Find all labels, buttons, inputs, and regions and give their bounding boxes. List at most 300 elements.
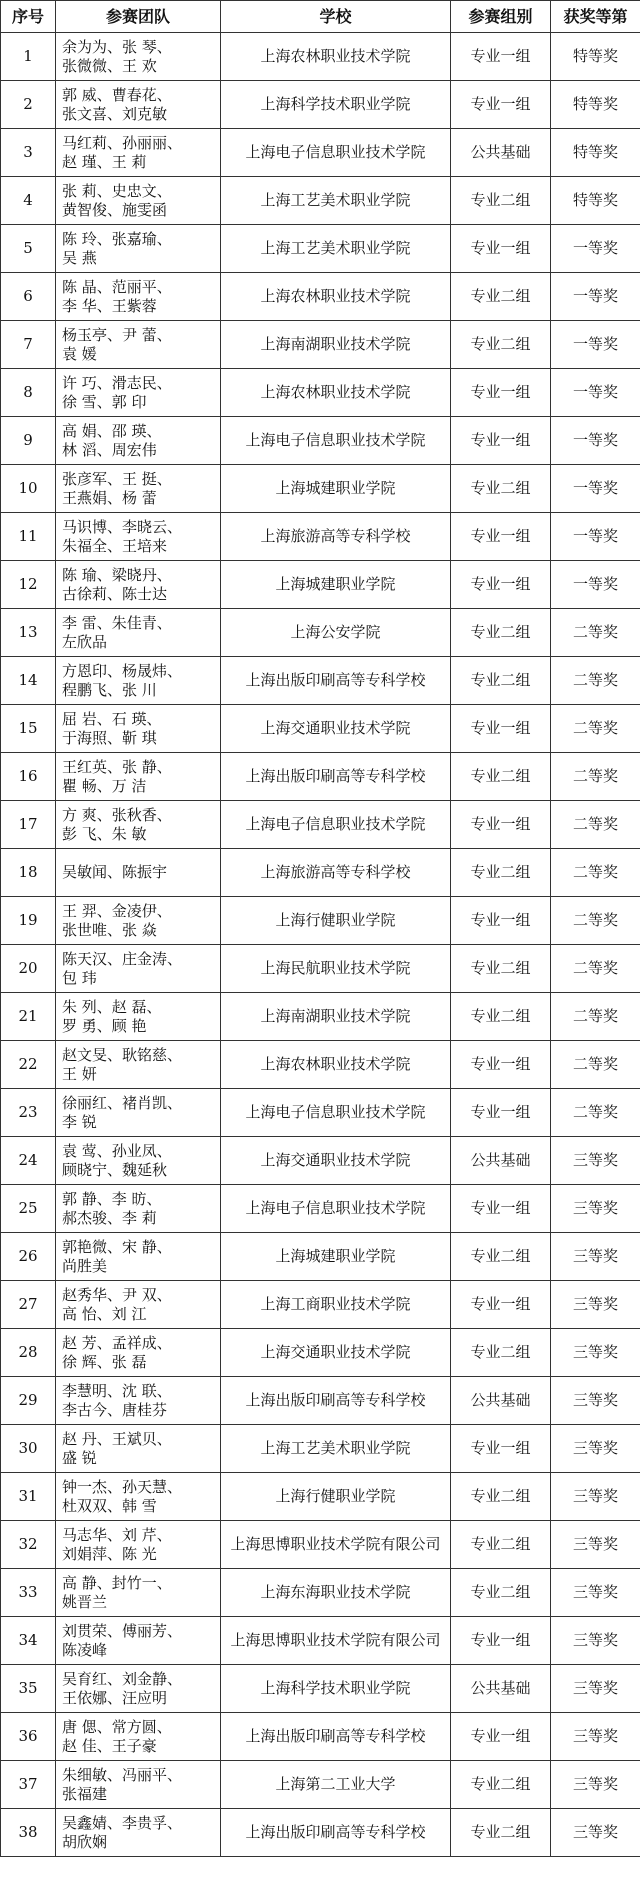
cell-team [56,1617,221,1665]
cell-award-level: 三等奖 [551,1809,640,1857]
cell-school: 上海交通职业技术学院 [221,1137,451,1185]
cell-school: 上海思博职业技术学院有限公司 [221,1617,451,1665]
table-row [1,753,640,801]
cell-team [56,1041,221,1089]
cell-award-level: 三等奖 [551,1377,640,1425]
table-row [1,1041,640,1089]
team-members-line: 吴育红、刘金静、 [62,1669,183,1688]
table-row [1,1089,640,1137]
team-members-line: 赵文旻、耿铭慈、 [62,1045,183,1064]
cell-team [56,1281,221,1329]
cell-group: 专业一组 [451,1713,551,1761]
cell-group: 专业一组 [451,33,551,81]
cell-team [56,129,221,177]
cell-group: 专业一组 [451,1425,551,1473]
table-row [1,513,640,561]
cell-group: 专业二组 [451,1521,551,1569]
cell-team [56,1137,221,1185]
cell-group: 专业二组 [451,465,551,513]
table-row [1,33,640,81]
cell-team [56,609,221,657]
team-members-line: 杜双双、韩 雪 [62,1496,157,1515]
cell-serial-number: 2 [1,81,56,129]
cell-award-level: 一等奖 [551,513,640,561]
cell-team [56,1233,221,1281]
cell-team [56,417,221,465]
table-row [1,1185,640,1233]
team-members-line: 马红莉、孙丽丽、 [62,133,183,152]
header-award-level: 获奖等第 [551,1,640,33]
team-members-line: 张文喜、刘克敏 [62,104,168,123]
cell-award-level: 三等奖 [551,1233,640,1281]
cell-school: 上海出版印刷高等专科学校 [221,753,451,801]
cell-group: 专业一组 [451,81,551,129]
table-row [1,177,640,225]
table-row [1,609,640,657]
team-members-line: 高 怡、刘 江 [62,1304,147,1323]
table-row [1,657,640,705]
team-members-line: 郭 静、李 昉、 [62,1189,162,1208]
cell-group: 专业一组 [451,561,551,609]
team-members-line: 吴敏闻、陈振宇 [62,863,168,881]
table-row [1,993,640,1041]
cell-serial-number: 30 [1,1425,56,1473]
cell-serial-number: 7 [1,321,56,369]
team-members-line: 方恩印、杨晟炜、 [62,661,183,680]
team-members-line: 郭 威、曹春花、 [62,85,172,104]
cell-serial-number: 1 [1,33,56,81]
cell-school: 上海行健职业学院 [221,897,451,945]
cell-team [56,897,221,945]
table-row [1,897,640,945]
cell-team [56,273,221,321]
table-row [1,1137,640,1185]
cell-school: 上海行健职业学院 [221,1473,451,1521]
header-group: 参赛组别 [451,1,551,33]
cell-award-level: 三等奖 [551,1521,640,1569]
cell-award-level: 二等奖 [551,849,640,897]
cell-school: 上海电子信息职业技术学院 [221,417,451,465]
cell-award-level: 二等奖 [551,1089,640,1137]
cell-team [56,1521,221,1569]
cell-team [56,1377,221,1425]
cell-team [56,465,221,513]
cell-serial-number: 26 [1,1233,56,1281]
team-members-line: 吴 燕 [62,248,97,267]
team-members-line: 刘娟萍、陈 光 [62,1544,157,1563]
cell-serial-number: 10 [1,465,56,513]
team-members-line: 袁 莺、孙业凤、 [62,1141,172,1160]
cell-award-level: 二等奖 [551,945,640,993]
team-members-line: 徐 雪、郭 印 [62,392,147,411]
team-members-line: 唐 偲、常方圆、 [62,1717,172,1736]
cell-serial-number: 3 [1,129,56,177]
cell-school: 上海工艺美术职业学院 [221,1425,451,1473]
cell-serial-number: 23 [1,1089,56,1137]
table-row [1,81,640,129]
cell-group: 专业二组 [451,945,551,993]
cell-team [56,993,221,1041]
team-members-line: 张福建 [62,1784,108,1803]
team-members-line: 胡欣娴 [62,1832,108,1851]
cell-school: 上海交通职业技术学院 [221,1329,451,1377]
team-members-line: 顾晓宁、魏延秋 [62,1160,168,1179]
cell-school: 上海思博职业技术学院有限公司 [221,1521,451,1569]
cell-award-level: 一等奖 [551,417,640,465]
cell-group: 专业一组 [451,801,551,849]
team-members-line: 赵 瑾、王 莉 [62,152,147,171]
team-members-line: 赵 佳、王子豪 [62,1736,157,1755]
team-members-line: 赵秀华、尹 双、 [62,1285,172,1304]
team-members-line: 李 锐 [62,1112,97,1131]
header-row [1,1,640,33]
header-team: 参赛团队 [56,1,221,33]
cell-serial-number: 5 [1,225,56,273]
cell-group: 专业二组 [451,1761,551,1809]
team-members-line: 钟一杰、孙天慧、 [62,1477,183,1496]
team-members-line: 屈 岩、石 瑛、 [62,709,162,728]
cell-school: 上海出版印刷高等专科学校 [221,1713,451,1761]
cell-group: 专业一组 [451,1041,551,1089]
cell-award-level: 三等奖 [551,1617,640,1665]
cell-award-level: 三等奖 [551,1329,640,1377]
team-members-line: 徐丽红、褚肖凯、 [62,1093,183,1112]
cell-group: 专业二组 [451,1569,551,1617]
table-row [1,705,640,753]
team-members-line: 袁 媛 [62,344,97,363]
cell-school: 上海南湖职业技术学院 [221,321,451,369]
team-members-line: 余为为、张 琴、 [62,37,172,56]
table-body [1,33,640,1857]
cell-school: 上海工商职业技术学院 [221,1281,451,1329]
team-members-line: 陈天汉、庄金涛、 [62,949,183,968]
cell-team [56,1761,221,1809]
cell-award-level: 三等奖 [551,1137,640,1185]
cell-serial-number: 17 [1,801,56,849]
team-members-line: 马志华、刘 芹、 [62,1525,172,1544]
cell-school: 上海科学技术职业学院 [221,81,451,129]
cell-award-level: 特等奖 [551,177,640,225]
cell-award-level: 二等奖 [551,993,640,1041]
cell-award-level: 一等奖 [551,561,640,609]
table-row [1,225,640,273]
cell-award-level: 三等奖 [551,1425,640,1473]
team-members-line: 王依娜、汪应明 [62,1688,168,1707]
cell-award-level: 三等奖 [551,1281,640,1329]
cell-group: 专业二组 [451,993,551,1041]
team-members-line: 杨玉亭、尹 蕾、 [62,325,172,344]
cell-school: 上海城建职业学院 [221,561,451,609]
team-members-line: 吴鑫婧、李贵孚、 [62,1813,183,1832]
table-row [1,561,640,609]
cell-team [56,1089,221,1137]
cell-school: 上海旅游高等专科学校 [221,513,451,561]
cell-team [56,945,221,993]
team-members-line: 罗 勇、顾 艳 [62,1016,147,1035]
cell-group: 专业一组 [451,513,551,561]
cell-serial-number: 25 [1,1185,56,1233]
cell-serial-number: 20 [1,945,56,993]
table-row [1,849,640,897]
team-members-line: 陈 瑜、梁晓丹、 [62,565,172,584]
cell-school: 上海农林职业技术学院 [221,33,451,81]
table-row [1,465,640,513]
cell-school: 上海电子信息职业技术学院 [221,1089,451,1137]
cell-team [56,81,221,129]
cell-school: 上海出版印刷高等专科学校 [221,657,451,705]
cell-group: 公共基础 [451,1377,551,1425]
cell-group: 专业二组 [451,1473,551,1521]
team-members-line: 郭艳微、宋 静、 [62,1237,172,1256]
cell-school: 上海电子信息职业技术学院 [221,129,451,177]
team-members-line: 王 羿、金凌伊、 [62,901,172,920]
cell-team [56,33,221,81]
cell-school: 上海第二工业大学 [221,1761,451,1809]
cell-serial-number: 19 [1,897,56,945]
cell-serial-number: 22 [1,1041,56,1089]
table-row [1,1473,640,1521]
cell-serial-number: 15 [1,705,56,753]
team-members-line: 林 滔、周宏伟 [62,440,157,459]
cell-group: 专业二组 [451,849,551,897]
cell-serial-number: 16 [1,753,56,801]
cell-award-level: 三等奖 [551,1665,640,1713]
team-members-line: 左欣品 [62,632,108,651]
team-members-line: 李 华、王紫蓉 [62,296,157,315]
table-row [1,1809,640,1857]
table-row [1,417,640,465]
cell-award-level: 一等奖 [551,321,640,369]
cell-award-level: 二等奖 [551,753,640,801]
cell-award-level: 一等奖 [551,225,640,273]
table-row [1,369,640,417]
cell-school: 上海城建职业学院 [221,465,451,513]
cell-group: 专业一组 [451,417,551,465]
table-row [1,945,640,993]
cell-team [56,561,221,609]
team-members-line: 黄智俊、施雯函 [62,200,168,219]
cell-school: 上海科学技术职业学院 [221,1665,451,1713]
cell-award-level: 一等奖 [551,465,640,513]
cell-school: 上海工艺美术职业学院 [221,177,451,225]
cell-team [56,705,221,753]
cell-school: 上海出版印刷高等专科学校 [221,1377,451,1425]
cell-serial-number: 13 [1,609,56,657]
cell-serial-number: 9 [1,417,56,465]
team-members-line: 王 妍 [62,1064,97,1083]
cell-school: 上海旅游高等专科学校 [221,849,451,897]
cell-award-level: 特等奖 [551,81,640,129]
cell-group: 专业二组 [451,753,551,801]
cell-award-level: 三等奖 [551,1185,640,1233]
cell-team [56,177,221,225]
team-members-line: 马识博、李晓云、 [62,517,183,536]
cell-team [56,1665,221,1713]
cell-team [56,1713,221,1761]
table-row [1,1521,640,1569]
team-members-line: 李慧明、沈 联、 [62,1381,172,1400]
team-members-line: 陈 玲、张嘉瑜、 [62,229,172,248]
team-members-line: 王红英、张 静、 [62,757,172,776]
cell-team [56,1185,221,1233]
table-row [1,1377,640,1425]
cell-group: 专业一组 [451,369,551,417]
cell-group: 专业一组 [451,897,551,945]
cell-team [56,1425,221,1473]
cell-team [56,657,221,705]
cell-serial-number: 36 [1,1713,56,1761]
cell-school: 上海出版印刷高等专科学校 [221,1809,451,1857]
cell-group: 专业一组 [451,1185,551,1233]
cell-serial-number: 34 [1,1617,56,1665]
cell-group: 专业二组 [451,1809,551,1857]
team-members-line: 高 娟、邵 瑛、 [62,421,162,440]
table-row [1,321,640,369]
cell-serial-number: 12 [1,561,56,609]
table-row [1,801,640,849]
cell-award-level: 特等奖 [551,33,640,81]
cell-team [56,1809,221,1857]
cell-award-level: 二等奖 [551,657,640,705]
team-members-line: 许 巧、滑志民、 [62,373,172,392]
cell-award-level: 二等奖 [551,609,640,657]
cell-school: 上海电子信息职业技术学院 [221,1185,451,1233]
cell-team [56,513,221,561]
cell-award-level: 一等奖 [551,369,640,417]
team-members-line: 朱 列、赵 磊、 [62,997,162,1016]
cell-team [56,321,221,369]
team-members-line: 张微微、王 欢 [62,56,157,75]
team-members-line: 包 玮 [62,968,97,987]
cell-group: 专业二组 [451,1329,551,1377]
cell-school: 上海农林职业技术学院 [221,273,451,321]
cell-group: 公共基础 [451,129,551,177]
team-members-line: 张 莉、史忠文、 [62,181,172,200]
cell-award-level: 三等奖 [551,1569,640,1617]
table-row [1,1281,640,1329]
cell-school: 上海交通职业技术学院 [221,705,451,753]
cell-award-level: 二等奖 [551,1041,640,1089]
cell-team [56,1329,221,1377]
team-members-line: 彭 飞、朱 敏 [62,824,147,843]
cell-award-level: 二等奖 [551,705,640,753]
team-members-line: 朱福全、王培来 [62,536,168,555]
cell-school: 上海城建职业学院 [221,1233,451,1281]
team-members-line: 赵 芳、孟祥成、 [62,1333,172,1352]
cell-school: 上海农林职业技术学院 [221,369,451,417]
cell-serial-number: 6 [1,273,56,321]
cell-group: 专业一组 [451,1281,551,1329]
team-members-line: 陈 晶、范丽平、 [62,277,172,296]
table-row [1,273,640,321]
team-members-line: 古徐莉、陈士达 [62,584,168,603]
table-row [1,1713,640,1761]
table-row [1,1569,640,1617]
team-members-line: 朱细敏、冯丽平、 [62,1765,183,1784]
team-members-line: 张世唯、张 焱 [62,920,157,939]
team-members-line: 郝杰骏、李 莉 [62,1208,157,1227]
team-members-line: 盛 锐 [62,1448,97,1467]
team-members-line: 姚晋兰 [62,1592,108,1611]
team-members-line: 于海照、靳 琪 [62,728,157,747]
cell-group: 专业二组 [451,273,551,321]
team-members-line: 程鹏飞、张 川 [62,680,157,699]
cell-award-level: 三等奖 [551,1761,640,1809]
table-row [1,1617,640,1665]
cell-serial-number: 8 [1,369,56,417]
cell-school: 上海电子信息职业技术学院 [221,801,451,849]
cell-serial-number: 21 [1,993,56,1041]
cell-team [56,849,221,897]
team-members-line: 李 雷、朱佳青、 [62,613,172,632]
cell-award-level: 特等奖 [551,129,640,177]
team-members-line: 赵 丹、王斌贝、 [62,1429,172,1448]
cell-group: 公共基础 [451,1665,551,1713]
table-row [1,1329,640,1377]
table-header [1,1,640,33]
cell-award-level: 三等奖 [551,1473,640,1521]
cell-serial-number: 4 [1,177,56,225]
team-members-line: 徐 辉、张 磊 [62,1352,147,1371]
cell-serial-number: 14 [1,657,56,705]
cell-award-level: 一等奖 [551,273,640,321]
team-members-line: 陈凌峰 [62,1640,108,1659]
team-members-line: 高 静、封竹一、 [62,1573,172,1592]
cell-group: 专业二组 [451,609,551,657]
cell-team [56,369,221,417]
cell-group: 专业一组 [451,705,551,753]
team-members-line: 方 爽、张秋香、 [62,805,172,824]
cell-group: 专业一组 [451,1089,551,1137]
table-row [1,129,640,177]
cell-serial-number: 31 [1,1473,56,1521]
cell-serial-number: 27 [1,1281,56,1329]
cell-serial-number: 33 [1,1569,56,1617]
cell-school: 上海公安学院 [221,609,451,657]
cell-serial-number: 28 [1,1329,56,1377]
cell-school: 上海东海职业技术学院 [221,1569,451,1617]
cell-school: 上海农林职业技术学院 [221,1041,451,1089]
team-members-line: 王燕娟、杨 蕾 [62,488,157,507]
cell-award-level: 二等奖 [551,897,640,945]
cell-group: 专业二组 [451,321,551,369]
cell-team [56,225,221,273]
cell-school: 上海工艺美术职业学院 [221,225,451,273]
cell-team [56,801,221,849]
cell-group: 专业二组 [451,657,551,705]
cell-award-level: 三等奖 [551,1713,640,1761]
cell-award-level: 二等奖 [551,801,640,849]
cell-group: 专业一组 [451,1617,551,1665]
cell-team [56,1569,221,1617]
table-row [1,1233,640,1281]
cell-serial-number: 35 [1,1665,56,1713]
team-members-line: 尚胜美 [62,1256,108,1275]
cell-team [56,1473,221,1521]
cell-group: 专业二组 [451,177,551,225]
cell-serial-number: 11 [1,513,56,561]
cell-serial-number: 29 [1,1377,56,1425]
cell-group: 专业二组 [451,1233,551,1281]
table-row [1,1665,640,1713]
header-serial-number: 序号 [1,1,56,33]
cell-serial-number: 24 [1,1137,56,1185]
cell-group: 专业一组 [451,225,551,273]
cell-group: 公共基础 [451,1137,551,1185]
team-members-line: 张彦军、王 挺、 [62,469,172,488]
header-school: 学校 [221,1,451,33]
cell-school: 上海民航职业技术学院 [221,945,451,993]
